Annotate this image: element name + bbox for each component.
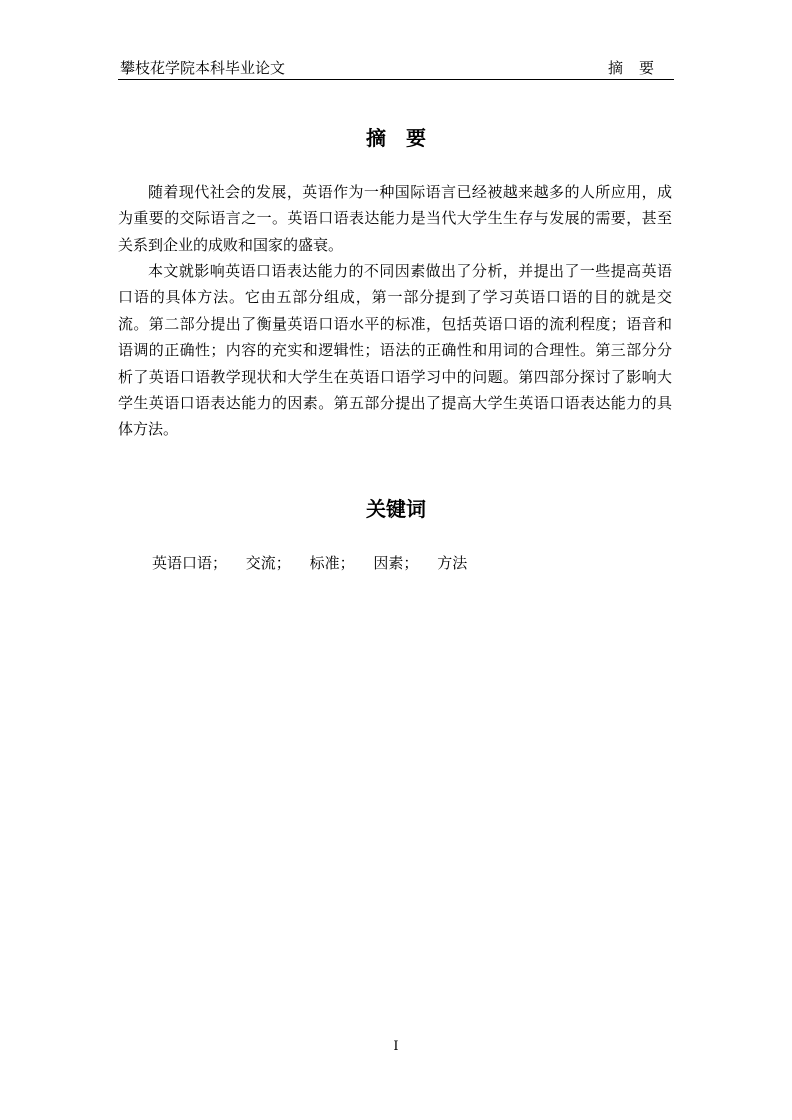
keyword-item: 英语口语； xyxy=(152,554,228,572)
keyword-item: 方法 xyxy=(437,554,468,572)
keyword-item: 交流； xyxy=(245,554,291,572)
keywords-title: 关键词 xyxy=(366,497,426,521)
header-rule xyxy=(118,79,674,80)
abstract-paragraph-1: 随着现代社会的发展，英语作为一种国际语言已经被越来越多的人所应用，成为重要的交际语言之一。英语口语表达能力是当代大学生生存与发展的需要，甚至关系到企业的成败和国家的盛衰。 xyxy=(118,183,672,254)
keywords-list xyxy=(152,552,481,574)
page-number: I xyxy=(393,1039,399,1054)
header-section-title: 摘要 xyxy=(607,59,670,77)
keyword-item: 标准； xyxy=(309,554,355,572)
running-header xyxy=(118,58,674,80)
keyword-item: 因素； xyxy=(373,554,419,572)
header-university-thesis: 攀枝花学院本科毕业论文 xyxy=(120,59,286,77)
abstract-paragraph-2: 本文就影响英语口语表达能力的不同因素做出了分析，并提出了一些提高英语口语的具体方法。它由五部分组成，第一部分提到了学习英语口语的目的就是交流。第二部分提出了衡量英语口语水平的标准，包括英语口语的流利程度；语音和语调的正确性；内容的充实和逻辑性；语法的正确性和用词的合理性。第三部分分析了英语口语教学现状和大学生在英语口语学习中的问题。第四部分探讨了影响大学生英语口语表达能力的因素。第五部分提出了提高大学生英语口语表达能力的具体方法。 xyxy=(118,262,672,439)
abstract-title: 摘要 xyxy=(366,126,446,150)
